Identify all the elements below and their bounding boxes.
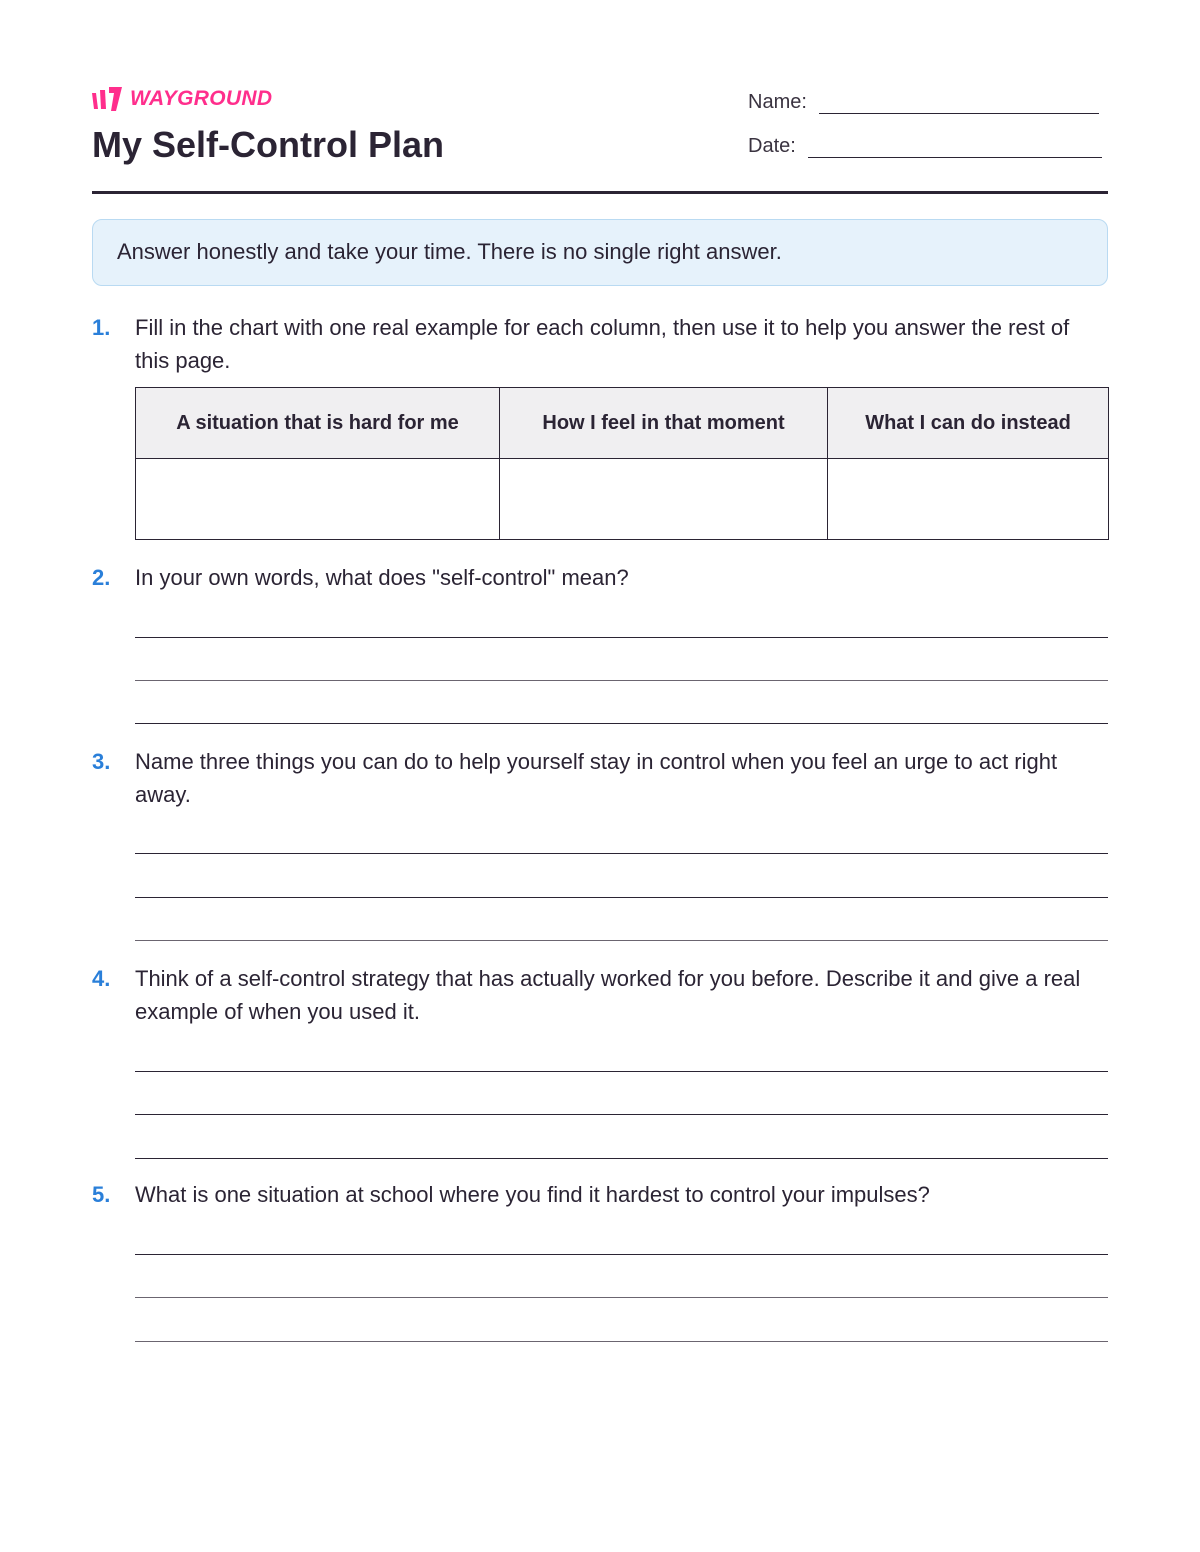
- page-title: My Self-Control Plan: [92, 124, 445, 165]
- question-number: 2.: [92, 565, 111, 590]
- answer-line[interactable]: [135, 1341, 1108, 1342]
- self-control-chart: [135, 387, 1109, 540]
- answer-line[interactable]: [135, 723, 1108, 724]
- question-number: 3.: [92, 749, 111, 774]
- name-label: Name:: [748, 91, 807, 113]
- chart-cell-action[interactable]: [828, 459, 1109, 540]
- answer-line[interactable]: [135, 897, 1108, 898]
- chart-cell-situation[interactable]: [136, 459, 500, 540]
- instruction-box: Answer honestly and take your time. There is no single right answer.: [92, 219, 1108, 286]
- brand-name: WAYGROUND: [130, 87, 273, 110]
- answer-line[interactable]: [135, 853, 1108, 854]
- brand-logo: [92, 86, 272, 112]
- question-number: 1.: [92, 315, 111, 340]
- question-number: 5.: [92, 1182, 111, 1207]
- name-field[interactable]: [748, 90, 1099, 114]
- answer-line[interactable]: [135, 680, 1108, 681]
- worksheet-page: [92, 0, 1108, 1552]
- answer-line[interactable]: [135, 1114, 1108, 1115]
- chart-header-action: What I can do instead: [828, 388, 1109, 459]
- wayground-logo-icon: [92, 87, 126, 111]
- chart-header-situation: A situation that is hard for me: [136, 388, 500, 459]
- date-label: Date:: [748, 135, 796, 157]
- question-text: Think of a self-control strategy that has actually worked for you before. Describe it and give a real example of when you used it.: [135, 966, 1081, 1024]
- header-divider: [92, 191, 1108, 194]
- name-write-line[interactable]: [819, 113, 1099, 114]
- question-text: Fill in the chart with one real example for each column, then use it to help you answer the rest of this page.: [135, 315, 1070, 373]
- chart-header-row: [136, 388, 1109, 459]
- question-text: Name three things you can do to help yourself stay in control when you feel an urge to act right away.: [135, 749, 1058, 807]
- date-write-line[interactable]: [808, 157, 1102, 158]
- answer-line[interactable]: [135, 1297, 1108, 1298]
- chart-header-feeling: How I feel in that moment: [500, 388, 828, 459]
- question-text: In your own words, what does "self-control" mean?: [135, 565, 629, 590]
- answer-line[interactable]: [135, 1071, 1108, 1072]
- question-text: What is one situation at school where you find it hardest to control your impulses?: [135, 1182, 930, 1207]
- answer-line[interactable]: [135, 940, 1108, 941]
- question-number: 4.: [92, 966, 111, 991]
- answer-line[interactable]: [135, 1158, 1108, 1159]
- answer-line[interactable]: [135, 637, 1108, 638]
- date-field[interactable]: [748, 134, 1102, 158]
- answer-line[interactable]: [135, 1254, 1108, 1255]
- chart-cell-feeling[interactable]: [500, 459, 828, 540]
- table-row: [136, 459, 1109, 540]
